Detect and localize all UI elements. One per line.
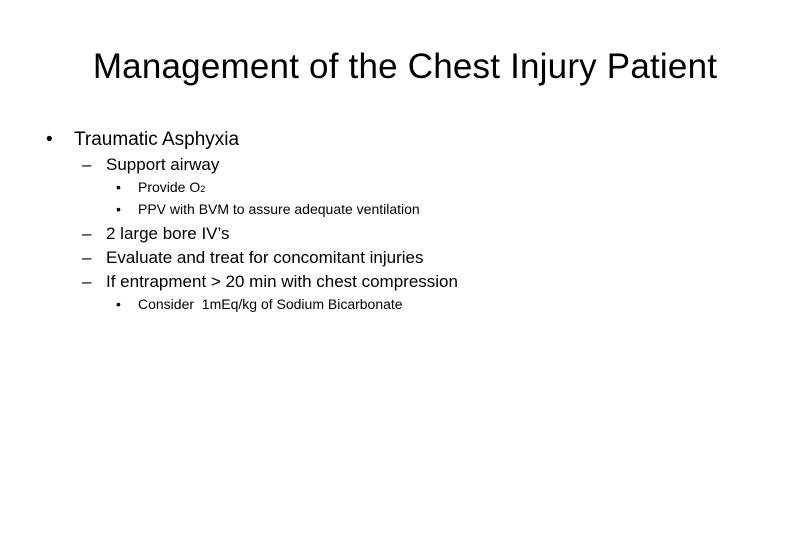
bullet-text: Traumatic Asphyxia <box>74 129 240 150</box>
sub-sub-item-text <box>138 178 205 198</box>
bullet-marker: • <box>46 129 53 150</box>
dash-marker: – <box>82 248 92 267</box>
dash-marker: – <box>82 224 92 243</box>
dash-marker: – <box>82 272 92 291</box>
provide-o2-text: Provide O <box>138 179 201 195</box>
bullet-marker: • <box>116 201 121 217</box>
dash-marker: – <box>82 155 92 174</box>
sub-item-text: Evaluate and treat for concomitant injuries <box>106 248 424 267</box>
sub-sub-item-text: Consider 1mEq/kg of Sodium Bicarbonate <box>138 296 403 312</box>
o2-subscript: 2 <box>200 184 206 194</box>
sub-item-text: Support airway <box>106 155 220 174</box>
sub-item-text: If entrapment > 20 min with chest compression <box>106 272 458 291</box>
sub-sub-item-text: PPV with BVM to assure adequate ventilation <box>138 201 420 217</box>
sub-item-text: 2 large bore IV’s <box>106 224 230 243</box>
bullet-marker: • <box>116 179 121 195</box>
slide-title: Management of the Chest Injury Patient <box>92 47 718 86</box>
bullet-marker: • <box>116 296 121 312</box>
